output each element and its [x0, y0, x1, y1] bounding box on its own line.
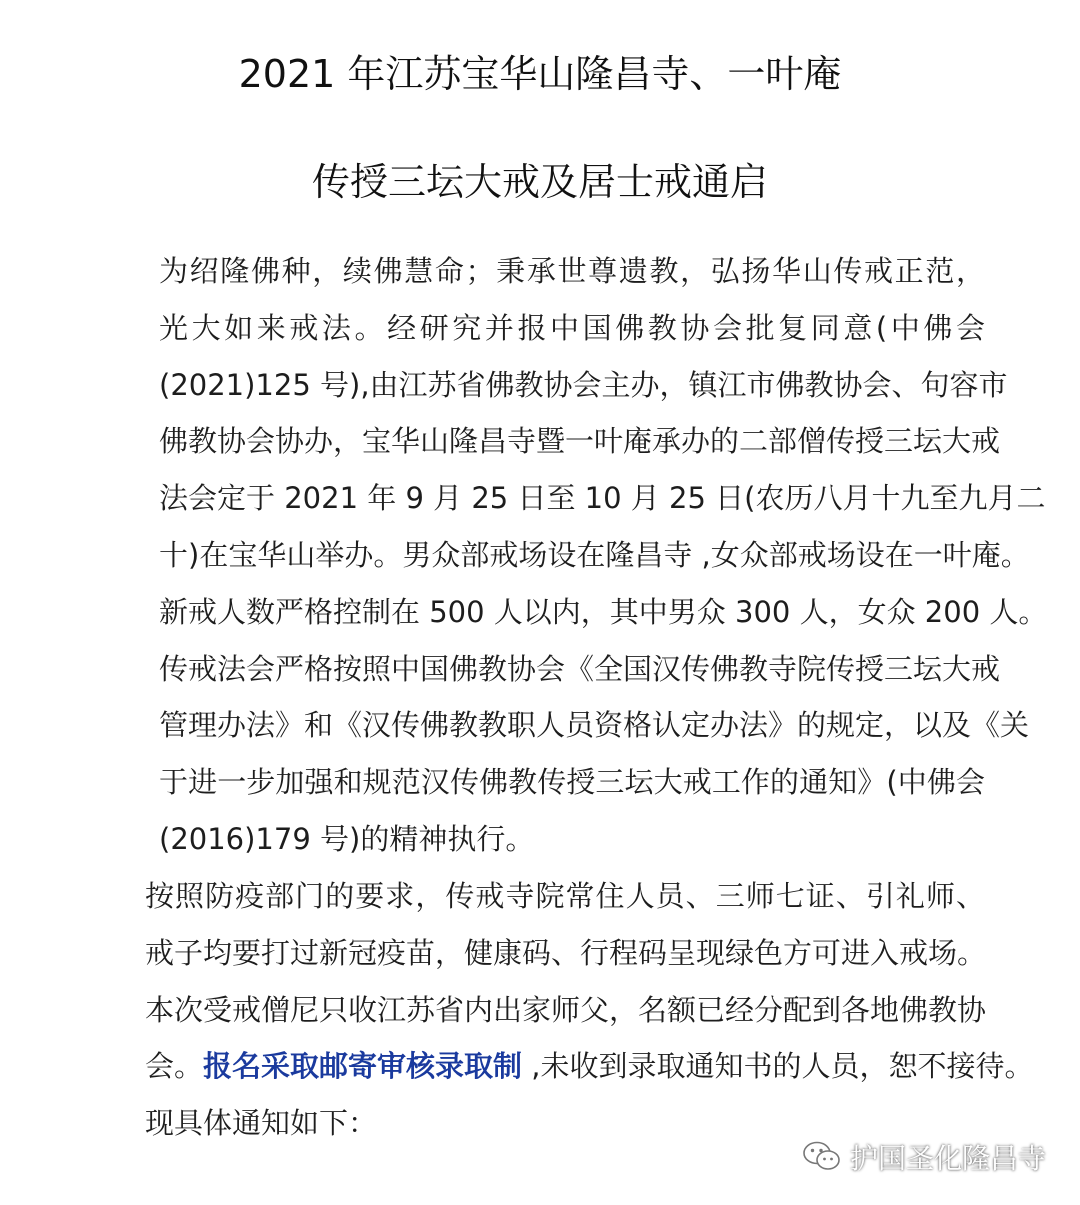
paragraph-1-line-3: (2021)125 号),由江苏省佛教协会主办，镇江市佛教协会、句容市	[159, 367, 1008, 402]
watermark	[802, 1134, 1046, 1180]
paragraph-2-line-5: 现具体通知如下：	[145, 1106, 378, 1141]
paragraph-1-line-8: 传戒法会严格按照中国佛教协会《全国汉传佛教寺院传授三坛大戒	[159, 651, 1001, 686]
paragraph-1-line-1: 为绍隆佛种，续佛慧命；秉承世尊遗教，弘扬华山传戒正范，	[159, 254, 985, 288]
paragraph-2-line-4-prefix: 会。	[145, 1049, 204, 1084]
document-title-line-1: 2021 年江苏宝华山隆昌寺、一叶庵	[238, 52, 842, 96]
paragraph-2-line-4	[97, 1038, 1034, 1095]
paragraph-1-line-6: 十)在宝华山举办。男众部戒场设在隆昌寺 ,女众部戒场设在一叶庵。	[159, 537, 1030, 572]
watermark-text: 护国圣化隆昌寺	[849, 1142, 1046, 1175]
paragraph-1-line-2: 光大如来戒法。经研究并报中国佛教协会批复同意(中佛会	[159, 310, 985, 345]
paragraph-1-line-4: 佛教协会协办，宝华山隆昌寺暨一叶庵承办的二部僧传授三坛大戒	[159, 424, 1001, 459]
paragraph-1-line-11: (2016)179 号)的精神执行。	[159, 821, 535, 856]
document-title-line-2: 传授三坛大戒及居士戒通启	[311, 160, 768, 204]
paragraph-2-line-4-suffix: ,未收到录取通知书的人员，恕不接待。	[522, 1049, 1034, 1084]
paragraph-2	[97, 868, 1034, 1152]
paragraph-1-line-5: 法会定于 2021 年 9 月 25 日至 10 月 25 日(农历八月十九至九月二	[159, 481, 1046, 516]
paragraph-1-line-10: 于进一步加强和规范汉传佛教传授三坛大戒工作的通知》(中佛会	[159, 765, 985, 800]
paragraph-1-line-7: 新戒人数严格控制在 500 人以内，其中男众 300 人，女众 200 人。	[159, 594, 1048, 629]
registration-highlight: 报名采取邮寄审核录取制	[203, 1049, 523, 1084]
paragraph-2-line-3: 本次受戒僧尼只收江苏省内出家师父，名额已经分配到各地佛教协	[145, 992, 987, 1027]
paragraph-2-line-2: 戒子均要打过新冠疫苗，健康码、行程码呈现绿色方可进入戒场。	[145, 935, 987, 970]
paragraph-2-line-1: 按照防疫部门的要求，传戒寺院常住人员、三师七证、引礼师、	[145, 879, 985, 913]
paragraph-1	[97, 243, 1048, 868]
paragraph-1-line-9: 管理办法》和《汉传佛教教职人员资格认定办法》的规定，以及《关	[159, 708, 1030, 743]
wechat-icon	[802, 1140, 842, 1174]
